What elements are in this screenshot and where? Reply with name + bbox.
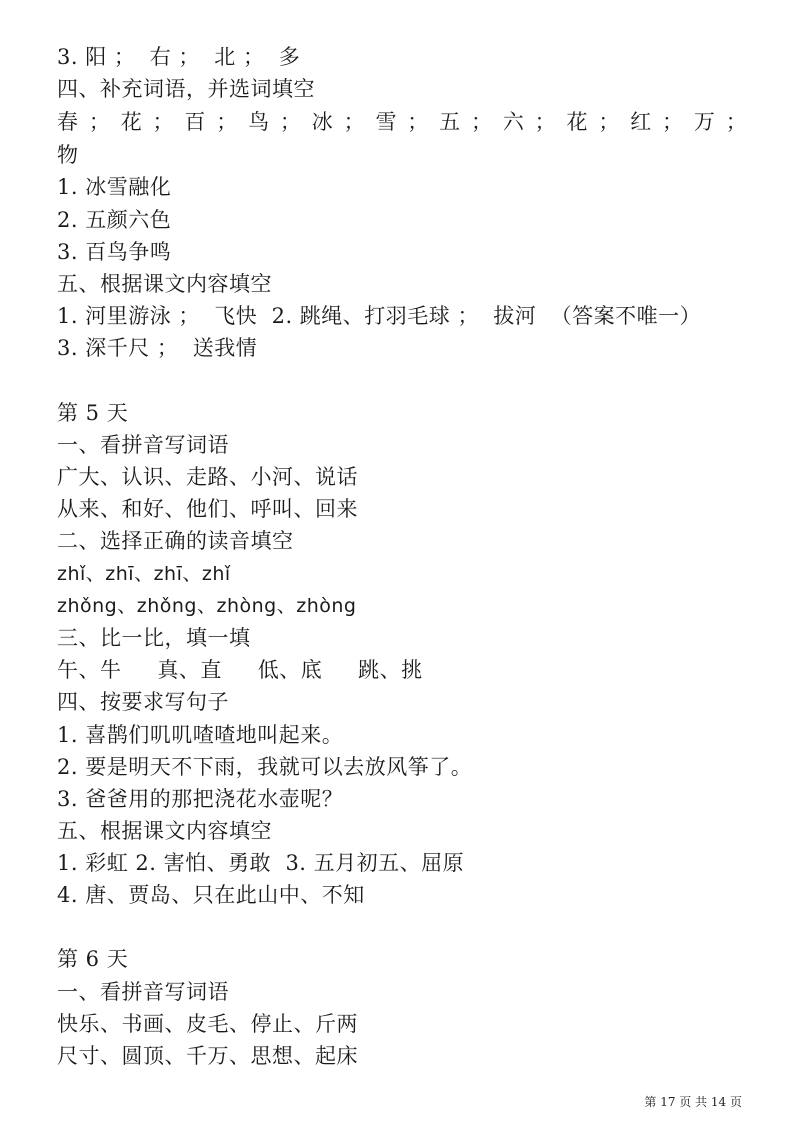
separator: ； [662,110,684,134]
section-heading-5: 五、根据课文内容填空 [57,272,272,296]
word-item: 五 [439,110,461,134]
separator: ； [470,110,492,134]
answer-line: 1. 河里游泳 ； 飞快 2. 跳绳、打羽毛球 ； 拔河 （答案不唯一） [57,304,702,328]
section-heading-2: 二、选择正确的读音填空 [57,529,294,553]
separator: ； [725,110,747,134]
section-heading-3: 三、比一比，填一填 [57,626,251,650]
answer-line: 尺寸、圆顶、千万、思想、起床 [57,1044,358,1068]
answer-line: 3. 爸爸用的那把浇花水壶呢？ [57,787,344,811]
word-item: 万 [693,110,715,134]
separator: ； [343,110,365,134]
word-fill-row [57,109,747,135]
separator: ； [279,110,301,134]
separator: ； [598,110,620,134]
page-number: 第 17 页 共 14 页 [644,1095,742,1109]
answer-line-3-yang: 3. 阳 ； 右 ； 北 ； 多 [57,45,301,69]
answer-line: 1. 冰雪融化 [57,175,172,199]
word-item: 花 [566,110,588,134]
separator: ； [534,110,556,134]
day-6-title: 第 6 天 [57,947,129,971]
word-item: 冰 [311,110,333,134]
word-fill-row-continuation: 物 [57,143,79,167]
pinyin-line: zhǒng、zhǒng、zhòng、zhòng [57,595,357,617]
answer-line: 广大、认识、走路、小河、说话 [57,465,358,489]
word-item: 红 [630,110,652,134]
word-item: 春 [57,110,78,134]
word-item: 鸟 [248,110,270,134]
section-heading-4: 四、按要求写句子 [57,690,229,714]
separator: ； [407,110,429,134]
answer-line: 1. 彩虹 2. 害怕、勇敢 3. 五月初五、屈原 [57,851,465,875]
answer-line: 2. 要是明天不下雨，我就可以去放风筝了。 [57,755,473,779]
separator: ； [216,110,238,134]
answer-line: 快乐、书画、皮毛、停止、斤两 [57,1012,358,1036]
section-heading-1: 一、看拼音写词语 [57,980,229,1004]
answer-line: 1. 喜鹊们叽叽喳喳地叫起来。 [57,723,344,747]
answer-line: 2. 五颜六色 [57,208,172,232]
section-heading-1: 一、看拼音写词语 [57,433,229,457]
word-item: 雪 [375,110,397,134]
answer-line: 3. 深千尺 ； 送我情 [57,336,258,360]
answer-line: 4. 唐、贾岛、只在此山中、不知 [57,883,365,907]
word-item: 百 [184,110,206,134]
pinyin-line: zhǐ、zhī、zhī、zhǐ [57,563,231,585]
day-5-title: 第 5 天 [57,401,129,425]
answer-line: 3. 百鸟争鸣 [57,240,172,264]
answer-line: 从来、和好、他们、呼叫、回来 [57,497,358,521]
word-item: 六 [502,110,524,134]
separator: ； [152,110,174,134]
section-heading-4: 四、补充词语，并选词填空 [57,77,315,101]
separator: ； [88,110,110,134]
answer-line: 午、牛 真、直 低、底 跳、挑 [57,658,423,682]
section-heading-5: 五、根据课文内容填空 [57,819,272,843]
word-item: 花 [120,110,142,134]
